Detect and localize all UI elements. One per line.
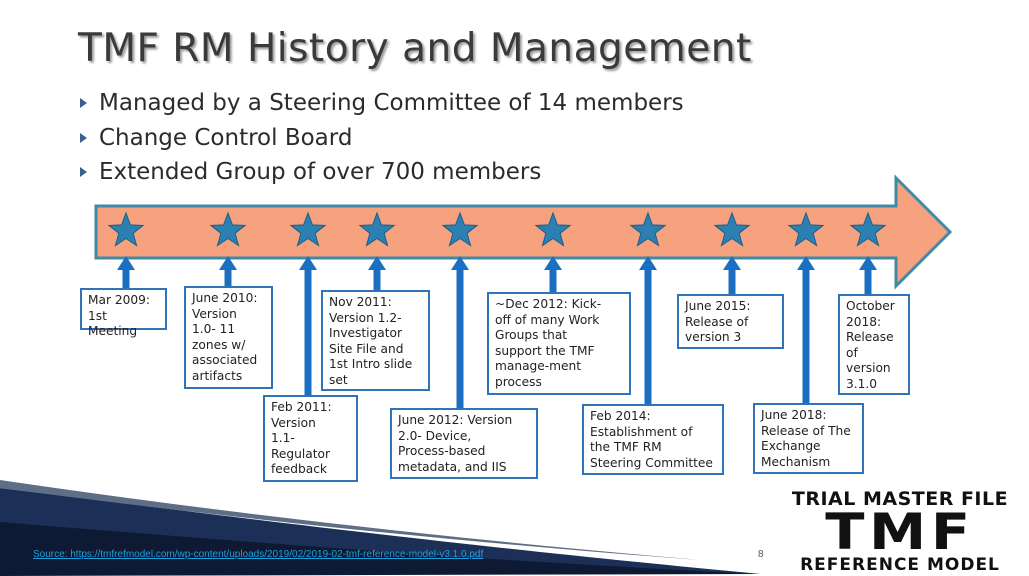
event-box-feb-2011: Feb 2011: Version 1.1- Regulator feedback [263,395,358,482]
event-box-feb-2014: Feb 2014: Establishment of the TMF RM Steering Committee [582,404,724,475]
decorative-swoosh [0,470,760,576]
bullet-text: Managed by a Steering Committee of 14 members [99,90,684,117]
event-box-jun-2012: June 2012: Version 2.0- Device, Process-based metadata, and IIS [390,408,538,479]
connector-feb-2014 [645,262,652,404]
event-box-oct-2018: October 2018: Release of version 3.1.0 [838,294,910,395]
bullet-text: Change Control Board [99,124,353,151]
slide-title: TMF RM History and Management [78,26,752,71]
connector-jun-2018 [803,262,810,403]
event-box-mar-2009: Mar 2009: 1st Meeting [80,288,167,330]
tmf-logo [788,488,1012,576]
bullet-text: Extended Group of over 700 members [99,159,542,186]
event-box-jun-2015: June 2015: Release of version 3 [677,294,784,349]
source-link[interactable]: Source: https://tmfrefmodel.com/wp-content/uploads/2019/02/2019-02-tmf-reference-model-v3.1.0.pdf [33,549,484,560]
event-box-nov-2011: Nov 2011: Version 1.2- Investigator Site File and 1st Intro slide set [321,290,430,391]
connector-feb-2011 [305,262,312,395]
event-box-jun-2018: June 2018: Release of The Exchange Mechanism [753,403,864,474]
logo-line-2: TMF [825,503,975,561]
connector-jun-2012 [457,262,464,408]
page-number: 8 [758,549,764,560]
logo-line-1: TRIAL MASTER FILE [791,488,1009,510]
event-box-dec-2012: ~Dec 2012: Kick- off of many Work Groups that support the TMF manage-ment process [487,292,631,395]
logo-line-3: REFERENCE MODEL [800,555,1000,575]
event-box-jun-2010: June 2010: Version 1.0- 11 zones w/ associated artifacts [184,286,273,389]
